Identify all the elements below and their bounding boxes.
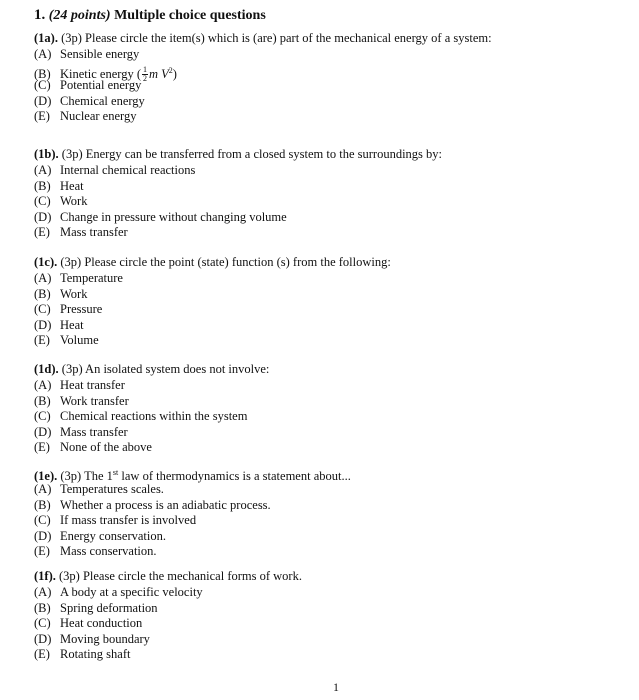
question-1f: [34, 567, 302, 663]
section-points: (24 points): [48, 8, 111, 23]
option-d[interactable]: (D) Energy conservation.: [34, 528, 166, 543]
question-text: (3p) An isolated system does not involve:: [61, 362, 270, 376]
option-b[interactable]: (B) Spring deformation: [34, 600, 158, 615]
question-prompt: [34, 464, 351, 482]
question-text: (3p) Energy can be transferred from a closed system to the surroundings by:: [61, 147, 442, 161]
option-c[interactable]: (C) If mass transfer is involved: [34, 513, 197, 528]
question-text: (3p) Please circle the item(s) which is (are) part of the mechanical energy of a system:: [61, 31, 492, 45]
option-e[interactable]: (E) Mass transfer: [34, 225, 128, 240]
option-d[interactable]: (D) Mass transfer: [34, 424, 128, 439]
option-a[interactable]: (A) Temperature: [34, 271, 123, 285]
section-number: 1.: [34, 7, 46, 23]
option-b[interactable]: (B) Heat: [34, 178, 84, 193]
option-c[interactable]: (C) Chemical reactions within the system: [34, 409, 248, 424]
option-c[interactable]: (C) Potential energy: [34, 78, 142, 93]
option-a[interactable]: (A) A body at a specific velocity: [34, 585, 203, 599]
question-text: (3p) Please circle the mechanical forms of work.: [59, 569, 302, 583]
question-prompt: [34, 253, 391, 271]
option-e[interactable]: (E) Mass conservation.: [34, 544, 157, 559]
option-d[interactable]: (D) Heat: [34, 317, 84, 332]
option-e[interactable]: (E) None of the above: [34, 440, 152, 455]
question-prompt: [34, 567, 302, 585]
option-b[interactable]: (B) Work: [34, 286, 88, 301]
option-d[interactable]: (D) Moving boundary: [34, 631, 150, 646]
question-id: (1c).: [34, 255, 58, 269]
option-a[interactable]: (A) Internal chemical reactions: [34, 163, 196, 177]
question-id: (1e).: [34, 469, 58, 484]
question-prompt: [34, 29, 492, 47]
question-id: (1f).: [34, 569, 56, 583]
question-1b: [34, 145, 442, 241]
question-text: (3p) Please circle the point (state) function (s) from the following:: [60, 255, 391, 269]
option-a[interactable]: (A) Temperatures scales.: [34, 482, 164, 496]
section-heading: [34, 7, 266, 24]
kinetic-energy-formula: ( $\frac{1}{2}$ m $V^2$): [136, 65, 177, 84]
option-c[interactable]: (C) Heat conduction: [34, 616, 143, 631]
question-text: (3p) The 1st law of thermodynamics is a statement about...: [60, 468, 351, 484]
option-b[interactable]: (B) Work transfer: [34, 393, 129, 408]
option-e[interactable]: (E) Nuclear energy: [34, 109, 137, 124]
option-c[interactable]: (C) Pressure: [34, 302, 103, 317]
question-prompt: [34, 145, 442, 163]
question-1a: [34, 29, 492, 125]
option-e[interactable]: (E) Volume: [34, 333, 99, 348]
option-c[interactable]: (C) Work: [34, 194, 88, 209]
option-e[interactable]: (E) Rotating shaft: [34, 647, 131, 662]
question-id: (1b).: [34, 147, 59, 161]
question-1d: [34, 360, 269, 456]
option-b[interactable]: (B) Whether a process is an adiabatic process.: [34, 497, 271, 512]
option-b[interactable]: (B) Kinetic energy ( $\frac{1}{2}$ m $V^2$): [34, 65, 177, 84]
option-d[interactable]: (D) Chemical energy: [34, 93, 145, 108]
question-prompt: [34, 360, 269, 378]
question-id: (1a).: [34, 31, 58, 45]
question-1e: [34, 464, 351, 560]
option-d[interactable]: (D) Change in pressure without changing volume: [34, 209, 287, 224]
section-title: Multiple choice questions: [114, 8, 266, 23]
page-number: 1: [333, 680, 339, 694]
option-a[interactable]: (A) Sensible energy: [34, 47, 140, 61]
question-id: (1d).: [34, 362, 59, 376]
option-a[interactable]: (A) Heat transfer: [34, 378, 125, 392]
question-1c: [34, 253, 391, 349]
